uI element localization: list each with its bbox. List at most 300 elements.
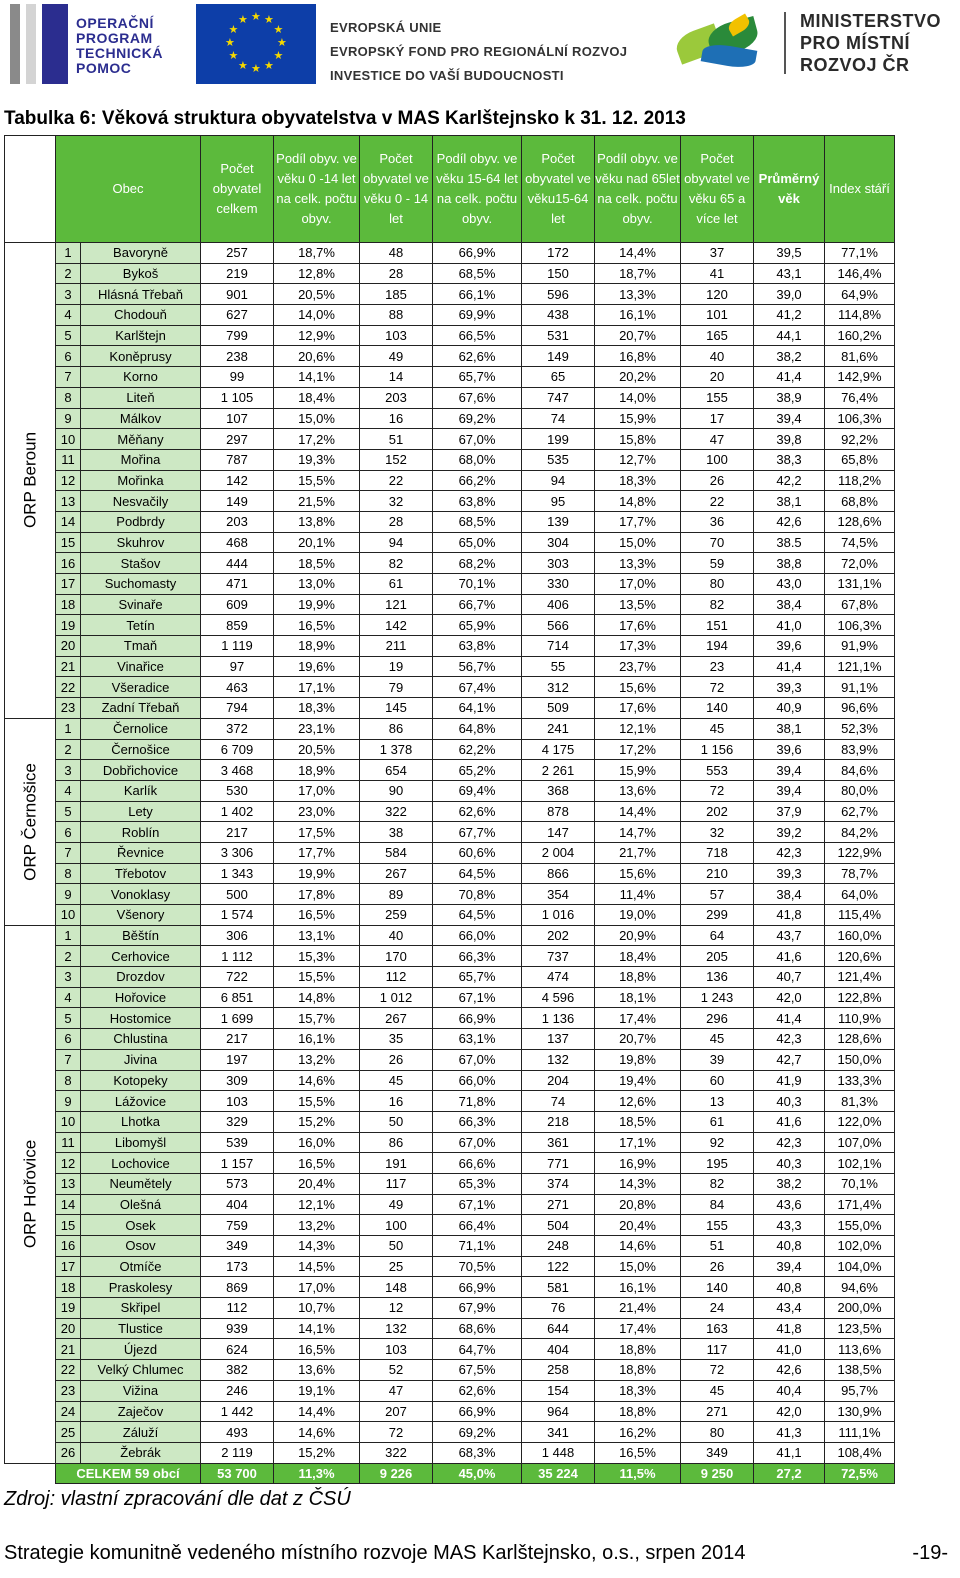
table-row [5, 387, 895, 408]
total-blank [5, 1463, 56, 1484]
cell-value: 12 [360, 1298, 433, 1319]
cell-value: 14,0% [595, 387, 681, 408]
cell-value: 306 [201, 925, 274, 946]
row-number: 6 [56, 822, 81, 843]
municipality-name: Korno [81, 367, 201, 388]
row-number: 5 [56, 325, 81, 346]
cell-value: 62,6% [433, 801, 522, 822]
cell-value: 16,5% [274, 1339, 360, 1360]
cell-value: 117 [681, 1339, 754, 1360]
cell-value: 28 [360, 511, 433, 532]
cell-value: 20,9% [595, 925, 681, 946]
cell-value: 104,0% [825, 1256, 895, 1277]
cell-value: 42,0 [754, 1401, 825, 1422]
cell-value: 41,8 [754, 1318, 825, 1339]
row-number: 7 [56, 1049, 81, 1070]
municipality-name: Hostomice [81, 1008, 201, 1029]
cell-value: 41,2 [754, 305, 825, 326]
cell-value: 14,8% [274, 987, 360, 1008]
cell-value: 99 [201, 367, 274, 388]
row-number: 14 [56, 511, 81, 532]
cell-value: 64 [681, 925, 754, 946]
municipality-name: Tmaň [81, 636, 201, 657]
municipality-name: Osov [81, 1236, 201, 1257]
table-row [5, 1236, 895, 1257]
row-number: 23 [56, 698, 81, 719]
header-aging-index: Index stáří [825, 136, 895, 243]
footer-text: Strategie komunitně vedeného místního rozvoje MAS Karlštejnsko, o.s., srpen 2014 [4, 1542, 746, 1564]
cell-value: 38,1 [754, 491, 825, 512]
cell-value: 42,2 [754, 470, 825, 491]
cell-value: 39,4 [754, 408, 825, 429]
cell-value: 60 [681, 1070, 754, 1091]
municipality-name: Vonoklasy [81, 884, 201, 905]
cell-value: 120 [681, 284, 754, 305]
cell-value: 40 [360, 925, 433, 946]
cell-value: 102,0% [825, 1236, 895, 1257]
municipality-name: Všeradice [81, 677, 201, 698]
cell-value: 74 [522, 1091, 595, 1112]
cell-value: 17,2% [595, 739, 681, 760]
cell-value: 38,8 [754, 553, 825, 574]
cell-value: 21,4% [595, 1298, 681, 1319]
cell-value: 12,7% [595, 449, 681, 470]
row-number: 13 [56, 1173, 81, 1194]
cell-value: 150 [522, 263, 595, 284]
cell-value: 19,1% [274, 1380, 360, 1401]
row-number: 17 [56, 1256, 81, 1277]
cell-value: 67,0% [433, 1132, 522, 1153]
cell-value: 110,9% [825, 1008, 895, 1029]
cell-value: 16,1% [595, 305, 681, 326]
cell-value: 17,4% [595, 1008, 681, 1029]
row-number: 16 [56, 1236, 81, 1257]
table-row [5, 532, 895, 553]
cell-value: 45 [681, 718, 754, 739]
cell-value: 40,3 [754, 1153, 825, 1174]
cell-value: 794 [201, 698, 274, 719]
row-number: 20 [56, 1318, 81, 1339]
cell-value: 64,5% [433, 905, 522, 926]
table-row [5, 1339, 895, 1360]
row-number: 3 [56, 760, 81, 781]
cell-value: 468 [201, 532, 274, 553]
municipality-name: Všenory [81, 905, 201, 926]
total-label: CELKEM 59 obcí [56, 1463, 201, 1484]
total-value: 11,3% [274, 1463, 360, 1484]
cell-value: 160,0% [825, 925, 895, 946]
cell-value: 69,2% [433, 408, 522, 429]
cell-value: 120,6% [825, 946, 895, 967]
page-footer [4, 1542, 954, 1565]
cell-value: 68,2% [433, 553, 522, 574]
cell-value: 20 [681, 367, 754, 388]
cell-value: 22 [360, 470, 433, 491]
cell-value: 17,6% [595, 698, 681, 719]
mmr-emblem-icon [672, 8, 772, 82]
cell-value: 6 709 [201, 739, 274, 760]
table-row [5, 284, 895, 305]
cell-value: 14,4% [595, 801, 681, 822]
municipality-name: Málkov [81, 408, 201, 429]
cell-value: 67,9% [433, 1298, 522, 1319]
table-row [5, 408, 895, 429]
cell-value: 17,2% [274, 429, 360, 450]
cell-value: 18,3% [595, 470, 681, 491]
cell-value: 38,2 [754, 346, 825, 367]
cell-value: 799 [201, 325, 274, 346]
municipality-name: Praskolesy [81, 1277, 201, 1298]
row-number: 19 [56, 1298, 81, 1319]
cell-value: 267 [360, 1008, 433, 1029]
cell-value: 787 [201, 449, 274, 470]
cell-value: 18,7% [274, 243, 360, 264]
municipality-name: Stašov [81, 553, 201, 574]
cell-value: 154 [522, 1380, 595, 1401]
cell-value: 67,1% [433, 987, 522, 1008]
cell-value: 23,1% [274, 718, 360, 739]
table-row [5, 1277, 895, 1298]
cell-value: 14,1% [274, 367, 360, 388]
cell-value: 747 [522, 387, 595, 408]
cell-value: 553 [681, 760, 754, 781]
cell-value: 106,3% [825, 408, 895, 429]
cell-value: 95,7% [825, 1380, 895, 1401]
cell-value: 66,0% [433, 1070, 522, 1091]
row-number: 21 [56, 1339, 81, 1360]
cell-value: 81,3% [825, 1091, 895, 1112]
cell-value: 17,4% [595, 1318, 681, 1339]
municipality-name: Neumětely [81, 1173, 201, 1194]
cell-value: 14,4% [274, 1401, 360, 1422]
cell-value: 210 [681, 863, 754, 884]
cell-value: 114,8% [825, 305, 895, 326]
header-pop-total: Počet obyvatel celkem [201, 136, 274, 243]
cell-value: 19,9% [274, 594, 360, 615]
cell-value: 170 [360, 946, 433, 967]
cell-value: 1 112 [201, 946, 274, 967]
row-number: 21 [56, 656, 81, 677]
total-value: 27,2 [754, 1463, 825, 1484]
cell-value: 80 [681, 1422, 754, 1443]
cell-value: 207 [360, 1401, 433, 1422]
cell-value: 463 [201, 677, 274, 698]
cell-value: 41,6 [754, 946, 825, 967]
cell-value: 152 [360, 449, 433, 470]
municipality-name: Osek [81, 1215, 201, 1236]
cell-value: 195 [681, 1153, 754, 1174]
cell-value: 349 [681, 1442, 754, 1463]
cell-value: 17,0% [274, 1277, 360, 1298]
cell-value: 17 [681, 408, 754, 429]
cell-value: 60,6% [433, 842, 522, 863]
table-row [5, 1318, 895, 1339]
row-number: 2 [56, 946, 81, 967]
cell-value: 2 261 [522, 760, 595, 781]
row-number: 15 [56, 532, 81, 553]
cell-value: 42,6 [754, 1360, 825, 1381]
cell-value: 14,6% [274, 1422, 360, 1443]
cell-value: 155,0% [825, 1215, 895, 1236]
row-number: 20 [56, 636, 81, 657]
row-number: 10 [56, 905, 81, 926]
cell-value: 15,2% [274, 1442, 360, 1463]
cell-value: 65,2% [433, 760, 522, 781]
cell-value: 372 [201, 718, 274, 739]
cell-value: 122,8% [825, 987, 895, 1008]
table-row [5, 1194, 895, 1215]
row-number: 11 [56, 449, 81, 470]
cell-value: 1 699 [201, 1008, 274, 1029]
cell-value: 68,0% [433, 449, 522, 470]
cell-value: 16,1% [274, 1029, 360, 1050]
total-value: 72,5% [825, 1463, 895, 1484]
cell-value: 38 [360, 822, 433, 843]
cell-value: 68,3% [433, 1442, 522, 1463]
cell-value: 71,1% [433, 1236, 522, 1257]
cell-value: 13,2% [274, 1215, 360, 1236]
municipality-name: Koněprusy [81, 346, 201, 367]
cell-value: 64,5% [433, 863, 522, 884]
cell-value: 38,1 [754, 718, 825, 739]
age-structure-table [4, 135, 894, 1484]
cell-value: 737 [522, 946, 595, 967]
cell-value: 1 012 [360, 987, 433, 1008]
municipality-name: Skřipel [81, 1298, 201, 1319]
cell-value: 163 [681, 1318, 754, 1339]
cell-value: 17,3% [595, 636, 681, 657]
cell-value: 86 [360, 1132, 433, 1153]
municipality-name: Libomyšl [81, 1132, 201, 1153]
table-row [5, 739, 895, 760]
cell-value: 18,4% [595, 946, 681, 967]
cell-value: 581 [522, 1277, 595, 1298]
cell-value: 185 [360, 284, 433, 305]
cell-value: 140 [681, 1277, 754, 1298]
table-row [5, 263, 895, 284]
cell-value: 61 [360, 574, 433, 595]
cell-value: 14,5% [274, 1256, 360, 1277]
cell-value: 17,1% [595, 1132, 681, 1153]
cell-value: 14,6% [595, 1236, 681, 1257]
cell-value: 18,8% [595, 1401, 681, 1422]
table-row [5, 987, 895, 1008]
cell-value: 72 [360, 1422, 433, 1443]
cell-value: 203 [201, 511, 274, 532]
table-row [5, 1132, 895, 1153]
municipality-name: Podbrdy [81, 511, 201, 532]
cell-value: 77,1% [825, 243, 895, 264]
municipality-name: Nesvačily [81, 491, 201, 512]
row-number: 13 [56, 491, 81, 512]
row-number: 11 [56, 1132, 81, 1153]
table-row [5, 553, 895, 574]
cell-value: 26 [681, 1256, 754, 1277]
cell-value: 15,9% [595, 760, 681, 781]
cell-value: 101 [681, 305, 754, 326]
cell-value: 15,6% [595, 863, 681, 884]
cell-value: 20,4% [595, 1215, 681, 1236]
cell-value: 95 [522, 491, 595, 512]
cell-value: 123,5% [825, 1318, 895, 1339]
cell-value: 42,0 [754, 987, 825, 1008]
municipality-name: Olešná [81, 1194, 201, 1215]
municipality-name: Lety [81, 801, 201, 822]
cell-value: 52 [360, 1360, 433, 1381]
table-row [5, 305, 895, 326]
table-row [5, 325, 895, 346]
cell-value: 94 [360, 532, 433, 553]
cell-value: 258 [522, 1360, 595, 1381]
row-number: 9 [56, 408, 81, 429]
cell-value: 32 [360, 491, 433, 512]
eu-star-icon: ★ [273, 50, 284, 62]
cell-value: 138,5% [825, 1360, 895, 1381]
eu-star-icon: ★ [277, 37, 287, 49]
row-number: 3 [56, 967, 81, 988]
municipality-name: Vinařice [81, 656, 201, 677]
cell-value: 64,0% [825, 884, 895, 905]
cell-value: 2 004 [522, 842, 595, 863]
cell-value: 13,1% [274, 925, 360, 946]
cell-value: 866 [522, 863, 595, 884]
eu-star-icon: ★ [264, 59, 274, 72]
cell-value: 128,6% [825, 1029, 895, 1050]
cell-value: 57 [681, 884, 754, 905]
table-row [5, 1070, 895, 1091]
cell-value: 15,7% [274, 1008, 360, 1029]
cell-value: 1 378 [360, 739, 433, 760]
cell-value: 115,4% [825, 905, 895, 926]
row-number: 4 [56, 780, 81, 801]
cell-value: 66,4% [433, 1215, 522, 1236]
cell-value: 12,9% [274, 325, 360, 346]
table-row [5, 1091, 895, 1112]
cell-value: 471 [201, 574, 274, 595]
cell-value: 39,8 [754, 429, 825, 450]
municipality-name: Roblín [81, 822, 201, 843]
cell-value: 76 [522, 1298, 595, 1319]
header-pop-15-64: Počet obyvatel ve věku15-64 let [522, 136, 595, 243]
cell-value: 1 105 [201, 387, 274, 408]
cell-value: 84 [681, 1194, 754, 1215]
cell-value: 62,7% [825, 801, 895, 822]
cell-value: 106,3% [825, 615, 895, 636]
table-row [5, 1442, 895, 1463]
cell-value: 38.5 [754, 532, 825, 553]
cell-value: 64,9% [825, 284, 895, 305]
cell-value: 49 [360, 1194, 433, 1215]
municipality-name: Tlustice [81, 1318, 201, 1339]
cell-value: 67,8% [825, 594, 895, 615]
cell-value: 56,7% [433, 656, 522, 677]
cell-value: 23,0% [274, 801, 360, 822]
cell-value: 65,9% [433, 615, 522, 636]
op-tp-logo-text: OPERAČNÍ PROGRAM TECHNICKÁ POMOC [76, 15, 163, 76]
municipality-name: Jivina [81, 1049, 201, 1070]
table-row [5, 429, 895, 450]
cell-value: 219 [201, 263, 274, 284]
cell-value: 217 [201, 1029, 274, 1050]
cell-value: 19,3% [274, 449, 360, 470]
cell-value: 19,4% [595, 1070, 681, 1091]
cell-value: 41,0 [754, 1339, 825, 1360]
row-number: 2 [56, 263, 81, 284]
cell-value: 66,6% [433, 1153, 522, 1174]
orp-group-name: ORP Hořovice [20, 1139, 40, 1249]
cell-value: 66,1% [433, 284, 522, 305]
cell-value: 63,1% [433, 1029, 522, 1050]
cell-value: 96,6% [825, 698, 895, 719]
cell-value: 107 [201, 408, 274, 429]
cell-value: 66,3% [433, 1111, 522, 1132]
cell-value: 14 [360, 367, 433, 388]
cell-value: 47 [360, 1380, 433, 1401]
cell-value: 38,4 [754, 594, 825, 615]
cell-value: 771 [522, 1153, 595, 1174]
cell-value: 18,9% [274, 636, 360, 657]
cell-value: 41,4 [754, 367, 825, 388]
municipality-name: Lážovice [81, 1091, 201, 1112]
municipality-name: Tetín [81, 615, 201, 636]
row-number: 22 [56, 677, 81, 698]
table-row [5, 1049, 895, 1070]
cell-value: 72 [681, 780, 754, 801]
cell-value: 136 [681, 967, 754, 988]
cell-value: 82 [681, 594, 754, 615]
row-number: 8 [56, 863, 81, 884]
eu-flag-icon [196, 4, 316, 84]
municipality-name: Drozdov [81, 967, 201, 988]
row-number: 17 [56, 574, 81, 595]
cell-value: 17,8% [274, 884, 360, 905]
cell-value: 145 [360, 698, 433, 719]
cell-value: 404 [201, 1194, 274, 1215]
cell-value: 66,5% [433, 325, 522, 346]
row-number: 6 [56, 346, 81, 367]
cell-value: 140 [681, 698, 754, 719]
municipality-name: Černošice [81, 739, 201, 760]
cell-value: 74,5% [825, 532, 895, 553]
table-row [5, 1380, 895, 1401]
cell-value: 869 [201, 1277, 274, 1298]
eu-star-icon: ★ [228, 50, 239, 62]
cell-value: 14,3% [274, 1236, 360, 1257]
orp-group-label [5, 925, 56, 1463]
cell-value: 102,1% [825, 1153, 895, 1174]
eu-logo-text: EVROPSKÁ UNIE EVROPSKÝ FOND PRO REGIONÁLNÍ ROZVOJ INVESTICE DO VAŠÍ BUDOUCNOSTI [330, 20, 628, 83]
municipality-name: Svinaře [81, 594, 201, 615]
cell-value: 62,2% [433, 739, 522, 760]
cell-value: 121,1% [825, 656, 895, 677]
cell-value: 61 [681, 1111, 754, 1132]
cell-value: 37 [681, 243, 754, 264]
cell-value: 66,7% [433, 594, 522, 615]
cell-value: 1 157 [201, 1153, 274, 1174]
cell-value: 13,8% [274, 511, 360, 532]
cell-value: 238 [201, 346, 274, 367]
cell-value: 322 [360, 801, 433, 822]
cell-value: 91,9% [825, 636, 895, 657]
cell-value: 50 [360, 1111, 433, 1132]
cell-value: 15,6% [595, 677, 681, 698]
row-number: 12 [56, 470, 81, 491]
cell-value: 354 [522, 884, 595, 905]
table-row [5, 780, 895, 801]
table-row [5, 1029, 895, 1050]
cell-value: 16,5% [274, 615, 360, 636]
cell-value: 500 [201, 884, 274, 905]
